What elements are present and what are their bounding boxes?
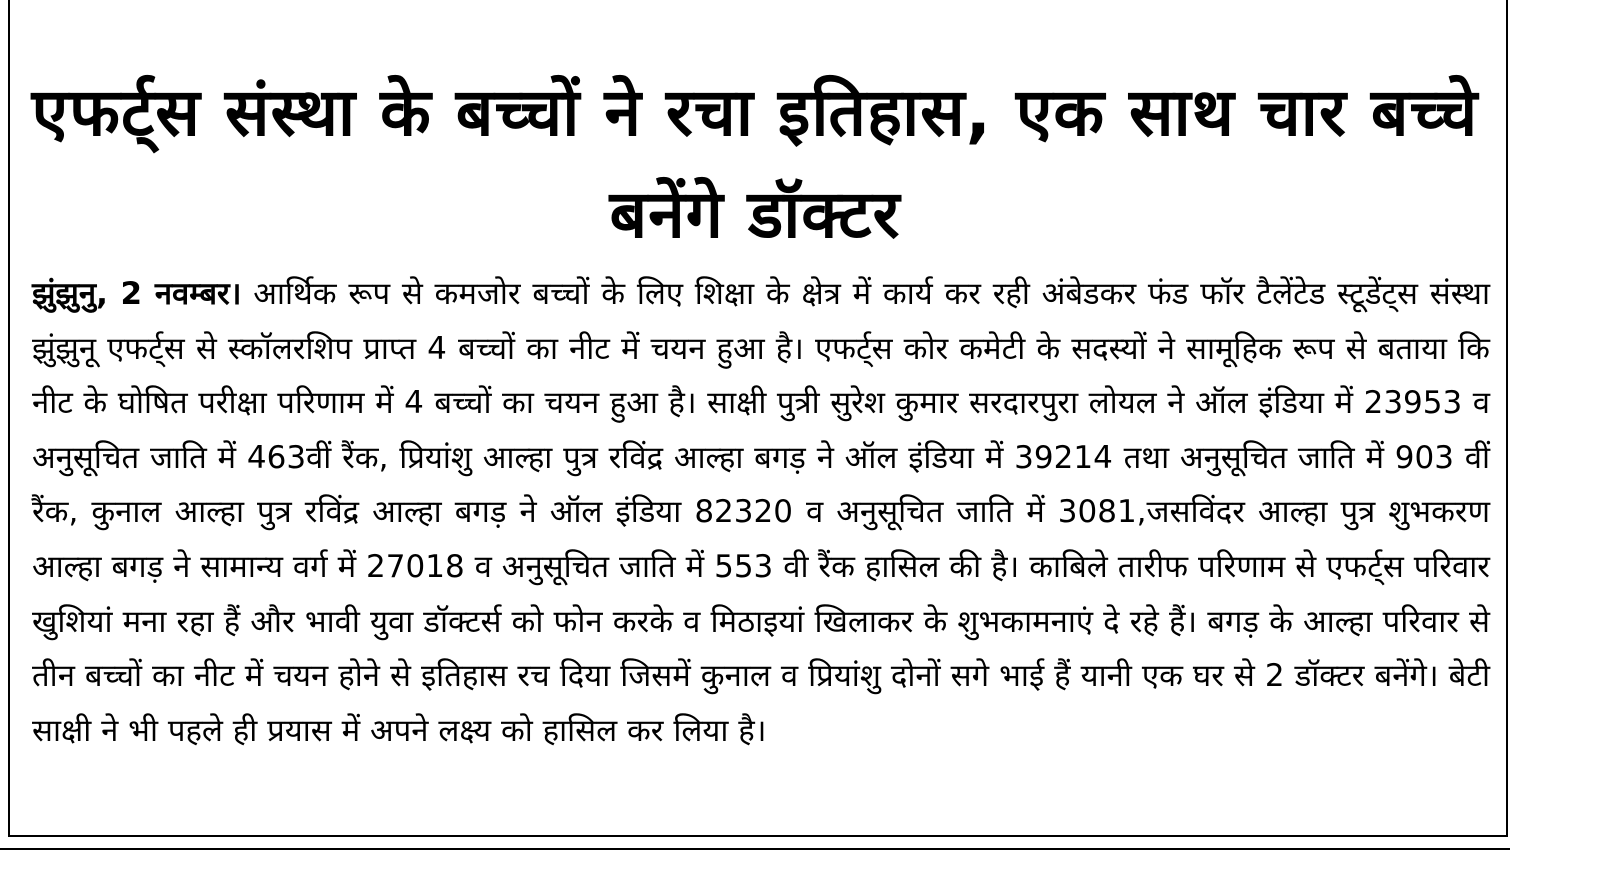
- article-headline: एफर्ट्स संस्था के बच्चों ने रचा इतिहास, एक साथ चार बच्चे बनेंगे डॉक्टर: [31, 74, 1479, 254]
- article-text: आर्थिक रूप से कमजोर बच्चों के लिए शिक्षा के क्षेत्र में कार्य कर रही अंबेडकर फंड फॉर टैलेंटेड स्टूडेंट्स संस्था झुंझुनू एफर्ट्स से स्कॉलरशिप प्राप्त 4 बच्चों का नीट में चयन हुआ है। एफर्ट्स कोर कमेटी के सदस्यों ने सामूहिक रूप से बताया कि नीट के घोषित परीक्षा परिणाम में 4 बच्चों का चयन हुआ है। साक्षी पुत्री सुरेश कुमार सरदारपुरा लोयल ने ऑल इंडिया में 23953 व अनुसूचित जाति में 463वीं रैंक, प्रियांशु आल्हा पुत्र रविंद्र आल्हा बगड़ ने ऑल इंडिया में 39214 तथा अनुसूचित जाति में 903 वीं रैंक, कुनाल आल्हा पुत्र रविंद्र आल्हा बगड़ ने ऑल इंडिया 82320 व अनुसूचित जाति में 3081,जसविंदर आल्हा पुत्र शुभकरण आल्हा बगड़ ने सामान्य वर्ग में 27018 व अनुसूचित जाति में 553 वी रैंक हासिल की है। काबिले तारीफ परिणाम से एफर्ट्स परिवार खुशियां मना रहा हैं और भावी युवा डॉक्टर्स को फोन करके व मिठाइयां खिलाकर के शुभकामनाएं दे रहे हैं। बगड़ के आल्हा परिवार से तीन बच्चों का नीट में चयन होने से इतिहास रच दिया जिसमें कुनाल व प्रियांशु दोनों सगे भाई हैं यानी एक घर से 2 डॉक्टर बनेंगे। बेटी साक्षी ने भी पहले ही प्रयास में अपने लक्ष्य को हासिल कर लिया है।: [32, 276, 1490, 749]
- clipping-bottom-border: [0, 848, 1510, 850]
- article-body: [32, 267, 1490, 758]
- article-dateline: झुंझुनु, 2 नवम्बर।: [32, 276, 242, 312]
